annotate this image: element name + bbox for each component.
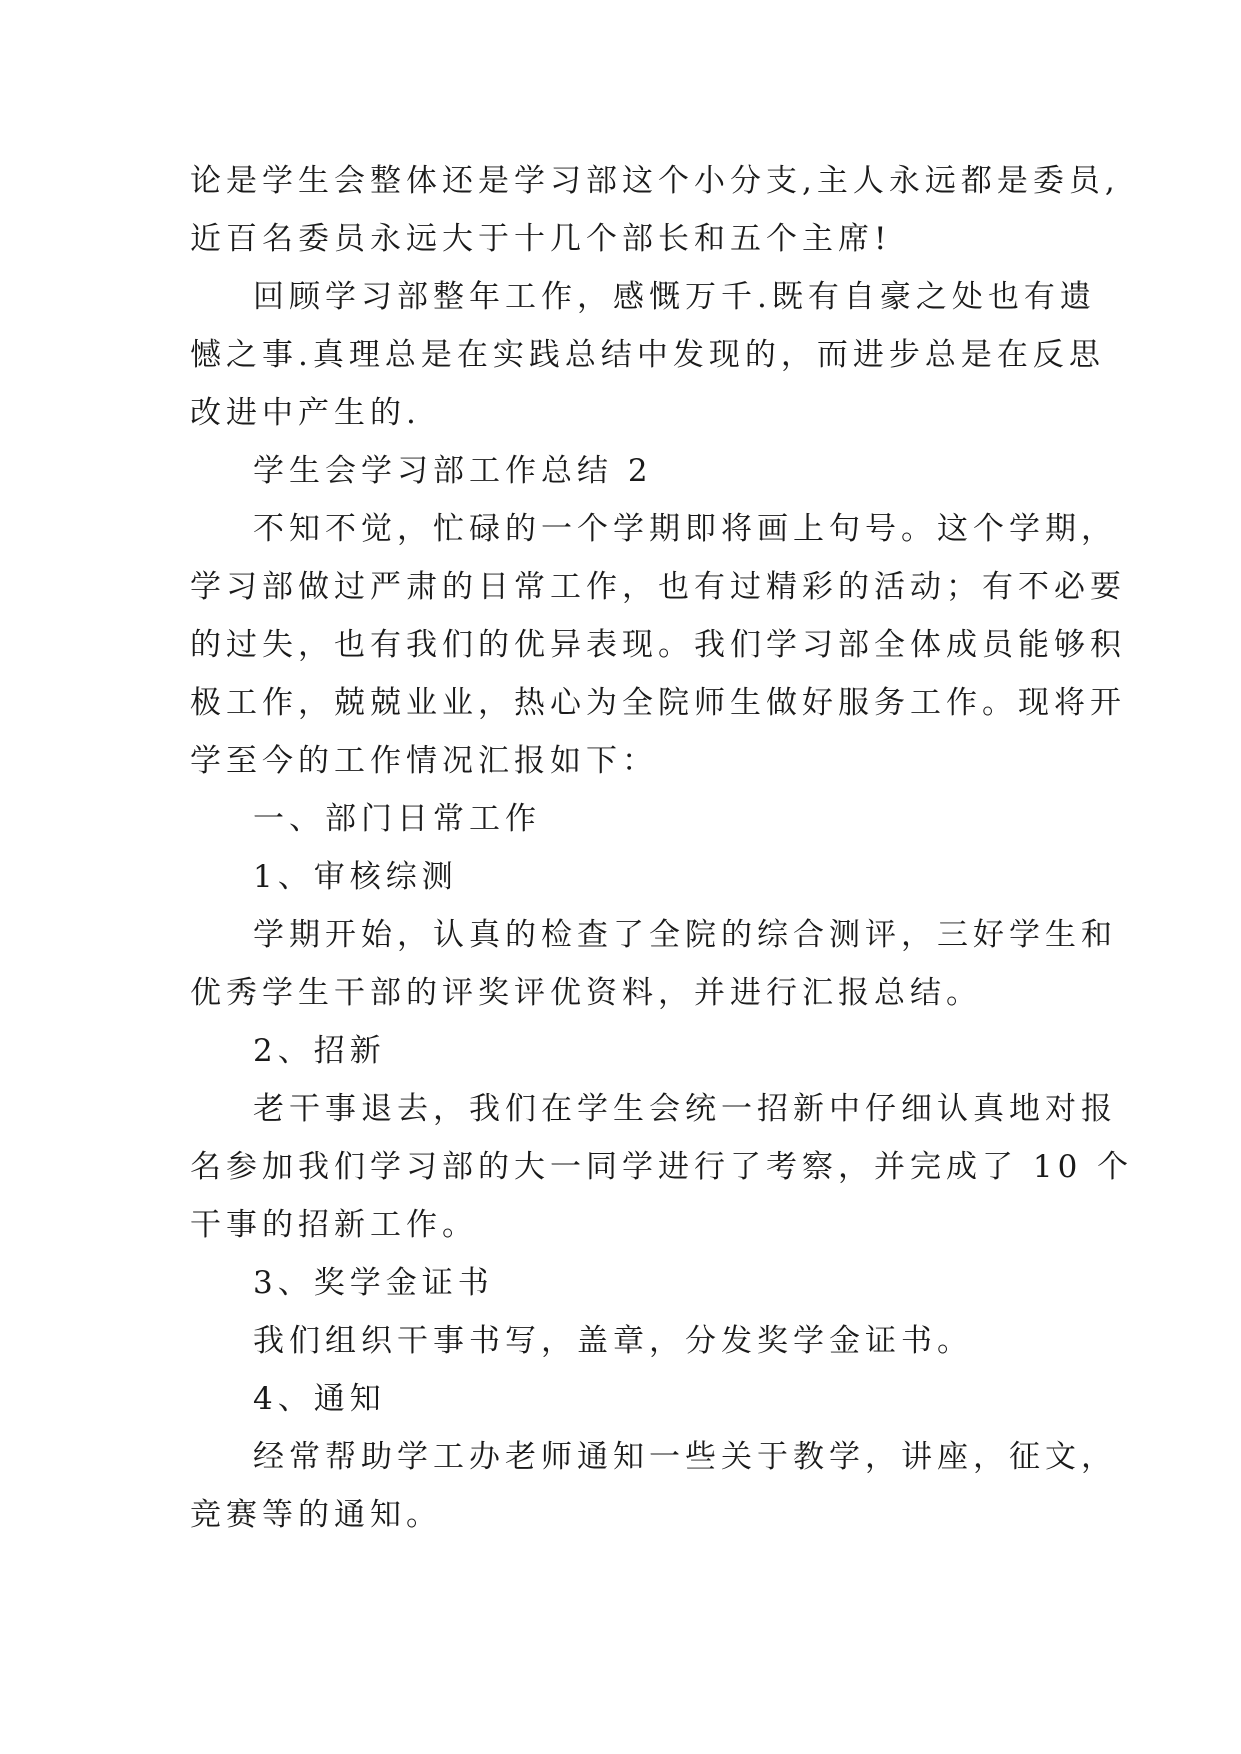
paragraph-start-line: 经常帮助学工办老师通知一些关于教学，讲座，征文， (253, 1439, 1117, 1475)
paragraph-start-line: 回顾学习部整年工作，感慨万千.既有自豪之处也有遗 (253, 279, 1096, 315)
subsection-heading: 3、奖学金证书 (253, 1265, 494, 1301)
text-line: 极工作，兢兢业业，热心为全院师生做好服务工作。现将开 (190, 685, 1126, 721)
text-line: 的过失，也有我们的优异表现。我们学习部全体成员能够积 (190, 627, 1126, 663)
text-line: 学习部做过严肃的日常工作，也有过精彩的活动；有不必要 (190, 569, 1126, 605)
text-line: 论是学生会整体还是学习部这个小分支,主人永远都是委员, (190, 163, 1120, 199)
paragraph-start-line: 学期开始，认真的检查了全院的综合测评，三好学生和 (253, 917, 1117, 953)
text-line: 学至今的工作情况汇报如下： (190, 743, 658, 779)
subsection-heading: 1、审核综测 (253, 859, 458, 895)
text-line: 憾之事.真理总是在实践总结中发现的，而进步总是在反思 (190, 337, 1105, 373)
text-line: 改进中产生的. (190, 395, 421, 431)
paragraph-start-line: 老干事退去，我们在学生会统一招新中仔细认真地对报 (253, 1091, 1117, 1127)
text-line: 近百名委员永远大于十几个部长和五个主席! (190, 221, 892, 257)
text-line: 干事的招新工作。 (190, 1207, 478, 1243)
section-heading: 一、部门日常工作 (253, 801, 541, 837)
text-line: 名参加我们学习部的大一同学进行了考察，并完成了 10 个 (190, 1149, 1134, 1185)
text-line: 优秀学生干部的评奖评优资料，并进行汇报总结。 (190, 975, 982, 1011)
subsection-heading: 2、招新 (253, 1033, 386, 1069)
subsection-heading: 4、通知 (253, 1381, 386, 1417)
section-heading: 学生会学习部工作总结 2 (253, 453, 653, 489)
text-line: 竞赛等的通知。 (190, 1497, 442, 1533)
paragraph-start-line: 不知不觉，忙碌的一个学期即将画上句号。这个学期， (253, 511, 1117, 547)
paragraph-start-line: 我们组织干事书写，盖章，分发奖学金证书。 (253, 1323, 973, 1359)
document-page (190, 152, 1134, 1544)
